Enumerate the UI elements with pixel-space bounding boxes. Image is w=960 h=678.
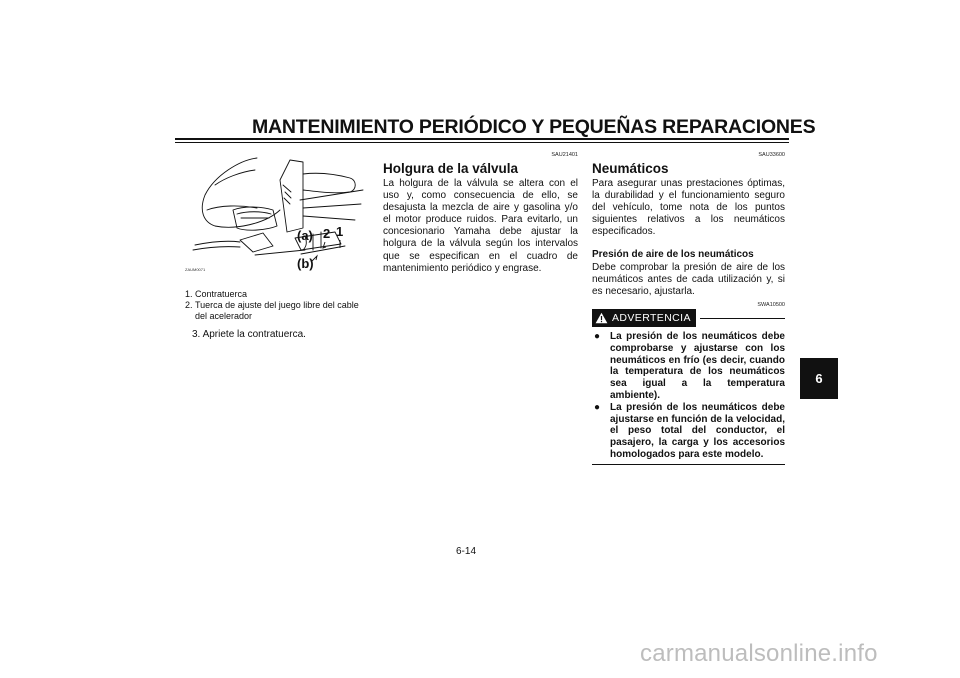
warning-label <box>592 309 696 327</box>
page-number: 6-14 <box>456 546 477 557</box>
watermark: carmanualsonline.info <box>640 640 878 667</box>
warning-label-text: ADVERTENCIA <box>612 312 691 324</box>
warning-list <box>592 331 785 461</box>
subsection-heading: Presión de aire de los neumáticos <box>592 249 754 261</box>
header-rule-thin <box>175 142 789 143</box>
section-body: La holgura de la válvula se altera con el uso y, como consecuencia de ello, se desajusta la mezcla de aire y gasolina y/o el motor produce ruidos. Para evitarlo, un concesionario Yamaha debe ajustar la holgura de la válvula según los intervalos que se especifican en el cuadro de mantenimiento periódico y engrase. <box>383 178 578 274</box>
warning-item-text: La presión de los neumáticos debe comprobarse y ajustarse con los neumáticos en frío (es decir, cuando la temperatura de los neumáticos sea igual a la temperatura ambiente). <box>610 331 785 401</box>
figure-label-a: (a) <box>297 228 313 243</box>
warning-triangle-icon <box>595 312 608 324</box>
warning-item-text: La presión de los neumáticos debe ajustarse en función de la velocidad, el peso total del conductor, el pasajero, la carga y los accesorios homologados para este modelo. <box>610 401 785 460</box>
section-body: Para asegurar unas prestaciones óptimas, la durabilidad y el funcionamiento seguro del vehículo, tome nota de los puntos siguientes relativos a los neumáticos especificados. <box>592 178 785 238</box>
caption-number: 1. <box>185 289 193 299</box>
warning-end-rule <box>592 464 785 465</box>
procedure-step: 3. Apriete la contratuerca. <box>192 329 306 340</box>
header-rule <box>175 138 789 140</box>
valve-clearance-section <box>383 161 578 275</box>
warning-rule <box>700 318 785 319</box>
subsection-body: Debe comprobar la presión de aire de los neumáticos antes de cada utilización y, si es necesario, ajustarla. <box>592 261 785 297</box>
section-heading: Holgura de la válvula <box>383 161 519 176</box>
figure-code: ZAUM0071 <box>185 267 206 272</box>
section-heading: Neumáticos <box>592 161 669 176</box>
figure-label-b: (b) <box>297 256 314 271</box>
warning-box <box>592 309 785 465</box>
tires-section <box>592 161 785 298</box>
caption-text: Tuerca de ajuste del juego libre del cable del acelerador <box>195 300 359 321</box>
caption-text: Contratuerca <box>195 289 248 299</box>
throttle-grip-illustration <box>185 150 365 275</box>
figure-caption <box>185 289 367 322</box>
figure-label-1: 1 <box>336 224 344 239</box>
section-code: SAU21401 <box>551 152 578 158</box>
figure-label-2: 2 <box>323 226 331 241</box>
caption-number: 2. <box>185 300 193 310</box>
bullet-icon: ● <box>594 401 601 413</box>
caption-item <box>185 289 367 300</box>
page-title: MANTENIMIENTO PERIÓDICO Y PEQUEÑAS REPARACIONES <box>252 116 816 138</box>
warning-header <box>592 309 785 327</box>
warning-item <box>592 402 785 461</box>
bullet-icon: ● <box>594 331 601 342</box>
caption-item <box>185 300 367 322</box>
warning-code: SWA10500 <box>757 302 785 308</box>
section-code: SAU33600 <box>758 152 785 158</box>
chapter-tab: 6 <box>800 358 838 399</box>
warning-item <box>592 331 785 402</box>
